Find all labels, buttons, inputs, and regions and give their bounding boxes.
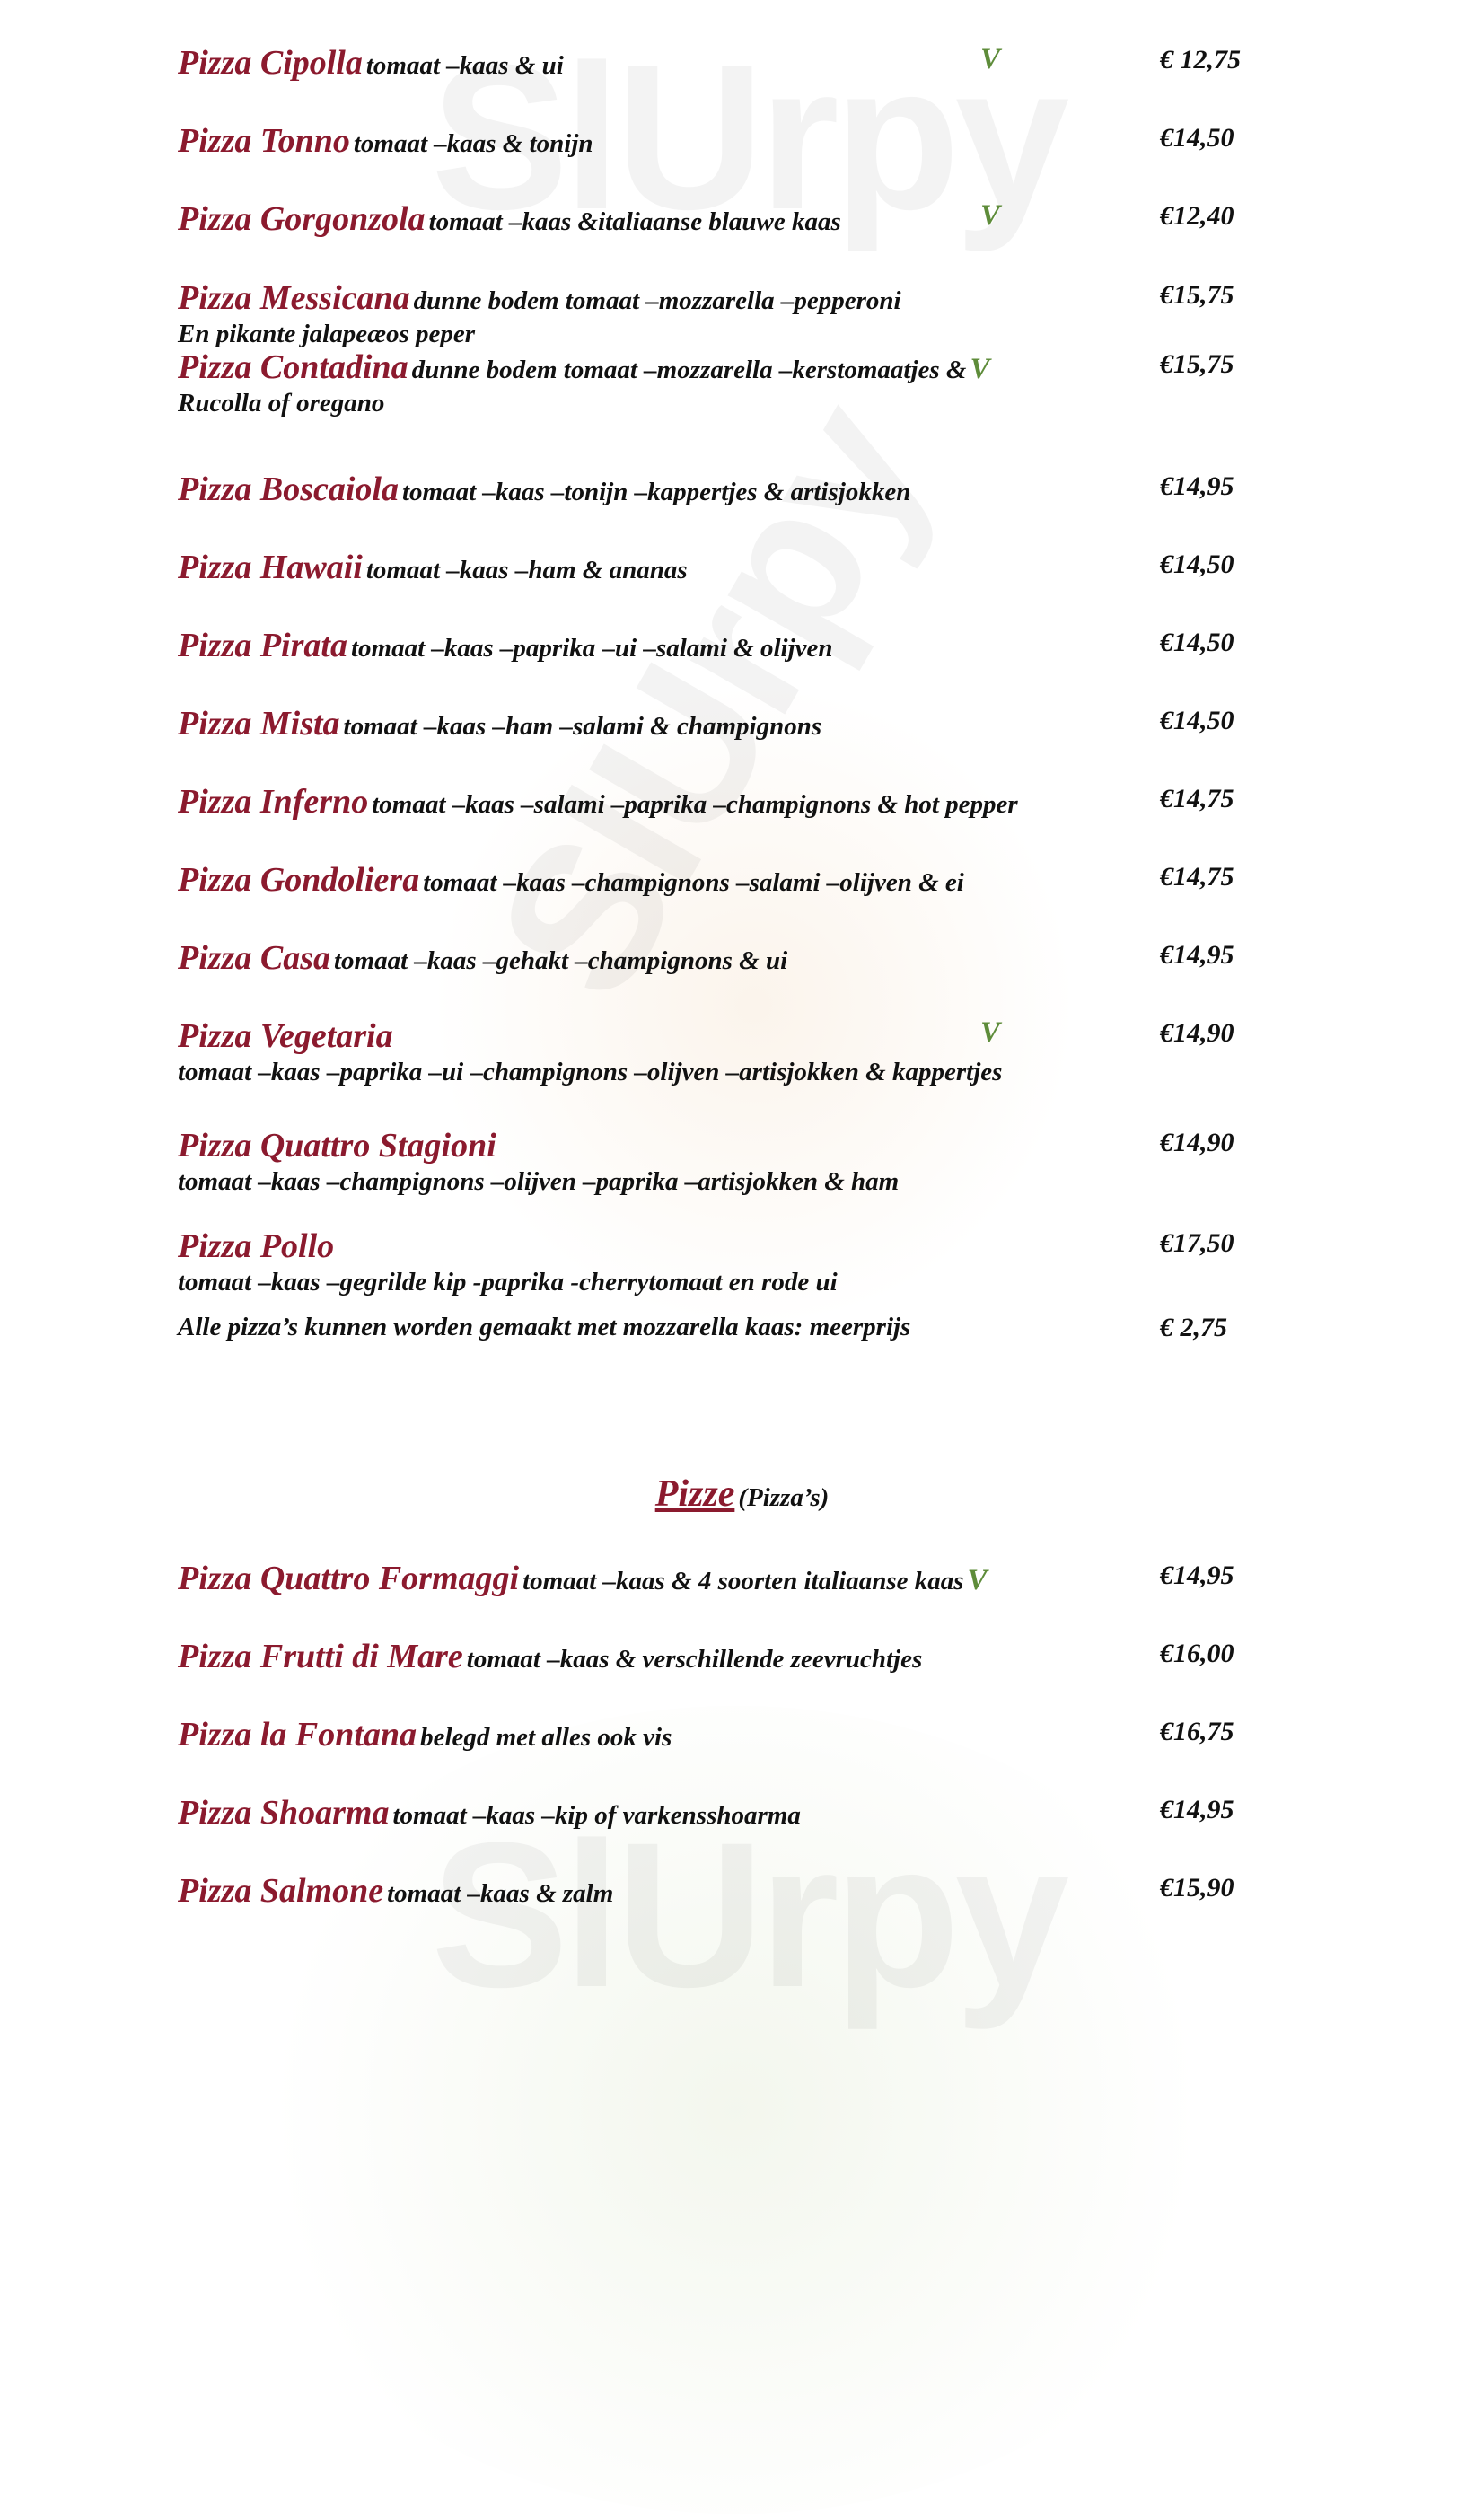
item-description: tomaat –kaas –ham –salami & champignons xyxy=(343,712,822,741)
section-subtitle: (Pizza’s) xyxy=(738,1483,830,1512)
vegetarian-mark: V xyxy=(967,1564,988,1596)
item-price: €15,75 xyxy=(1160,349,1234,379)
item-description: tomaat –kaas –champignons –salami –olijven & ei xyxy=(423,868,964,897)
menu-item xyxy=(178,1559,988,1598)
item-name: Pizza Salmone xyxy=(178,1872,384,1910)
menu-item xyxy=(178,860,964,900)
item-description-line2: tomaat –kaas –champignons –olijven –paprika –artisjokken & ham xyxy=(178,1167,900,1196)
item-description: tomaat –kaas &italiaanse blauwe kaas xyxy=(428,207,841,236)
vegetarian-mark: V xyxy=(980,43,1001,75)
item-description: belegd met alles ook vis xyxy=(420,1723,672,1752)
item-description: dunne bodem tomaat –mozzarella –kerstomaatjes & xyxy=(411,356,967,384)
item-description: tomaat –kaas –salami –paprika –champignons & hot pepper xyxy=(372,790,1018,819)
item-name: Pizza Contadina xyxy=(178,348,408,386)
item-description: tomaat –kaas & 4 soorten italiaanse kaas xyxy=(522,1567,964,1595)
item-name: Pizza la Fontana xyxy=(178,1716,417,1754)
item-name: Pizza Pollo xyxy=(178,1227,335,1265)
item-description-line2: En pikante jalapeæos peper xyxy=(178,320,476,348)
menu-item xyxy=(178,1126,899,1198)
item-name: Pizza Boscaiola xyxy=(178,470,399,508)
item-description: tomaat –kaas –ham & ananas xyxy=(365,556,688,585)
item-price: €14,50 xyxy=(1160,628,1234,657)
item-name: Pizza Pirata xyxy=(178,627,347,664)
item-name: Pizza Quattro Formaggi xyxy=(178,1560,520,1597)
menu-item xyxy=(178,626,833,665)
item-description-line2: tomaat –kaas –gegrilde kip -paprika -cherrytomaat en rode ui xyxy=(178,1268,838,1297)
item-price: €15,90 xyxy=(1160,1873,1234,1903)
menu-item xyxy=(178,43,564,83)
menu-item xyxy=(178,1226,838,1298)
menu-item xyxy=(178,121,593,161)
note-text: Alle pizza’s kunnen worden gemaakt met mozzarella kaas: meerprijs xyxy=(178,1313,911,1341)
item-price: €14,50 xyxy=(1160,706,1234,735)
menu-item xyxy=(178,548,688,587)
item-price: €14,95 xyxy=(1160,1795,1234,1824)
item-price: €15,75 xyxy=(1160,280,1234,310)
menu-item xyxy=(178,704,821,743)
item-price: €14,75 xyxy=(1160,862,1234,892)
item-price: €14,95 xyxy=(1160,940,1234,970)
vegetarian-mark: V xyxy=(980,199,1001,232)
item-name: Pizza Frutti di Mare xyxy=(178,1638,463,1675)
menu-item xyxy=(178,782,1018,822)
item-description: tomaat –kaas –kip of varkensshoarma xyxy=(392,1801,801,1830)
menu-item xyxy=(178,278,901,350)
item-price: €12,40 xyxy=(1160,201,1234,231)
item-description: tomaat –kaas –paprika –ui –salami & olijven xyxy=(350,634,833,663)
item-name: Pizza Inferno xyxy=(178,783,369,821)
menu-item xyxy=(178,1793,801,1833)
item-description: tomaat –kaas & tonijn xyxy=(353,129,593,158)
vegetarian-mark: V xyxy=(970,353,990,385)
menu-item xyxy=(178,938,787,978)
item-description: dunne bodem tomaat –mozzarella –pepperoni xyxy=(413,286,901,315)
menu-item xyxy=(178,1016,1002,1088)
vegetarian-mark: V xyxy=(980,1016,1001,1049)
item-price: €16,75 xyxy=(1160,1717,1234,1746)
item-description-line2: Rucolla of oregano xyxy=(178,389,385,418)
item-description-line2: tomaat –kaas –paprika –ui –champignons –olijven –artisjokken & kappertjes xyxy=(178,1058,1003,1086)
item-name: Pizza Cipolla xyxy=(178,44,363,82)
item-price: €17,50 xyxy=(1160,1228,1234,1258)
section-title: Pizze xyxy=(654,1473,735,1515)
item-name: Pizza Gondoliera xyxy=(178,861,420,899)
item-price: €14,90 xyxy=(1160,1128,1234,1157)
item-name: Pizza Casa xyxy=(178,939,330,977)
item-price: €14,95 xyxy=(1160,1560,1234,1590)
menu-item xyxy=(178,1637,922,1676)
item-description: tomaat –kaas & verschillende zeevruchtjes xyxy=(466,1645,923,1674)
menu-item xyxy=(178,1871,613,1911)
item-description: tomaat –kaas –tonijn –kappertjes & artisjokken xyxy=(401,478,911,506)
menu-item xyxy=(178,199,841,239)
item-price: € 12,75 xyxy=(1160,45,1241,75)
section-heading xyxy=(0,1472,1484,1516)
item-name: Pizza Tonno xyxy=(178,122,350,160)
item-price: €14,75 xyxy=(1160,784,1234,813)
menu-item xyxy=(178,1715,672,1754)
item-name: Pizza Shoarma xyxy=(178,1794,390,1832)
item-name: Pizza Vegetaria xyxy=(178,1017,393,1055)
item-name: Pizza Messicana xyxy=(178,279,410,317)
note-price: € 2,75 xyxy=(1160,1313,1227,1342)
item-name: Pizza Gorgonzola xyxy=(178,200,426,238)
item-description: tomaat –kaas & zalm xyxy=(387,1879,614,1908)
item-description: tomaat –kaas –gehakt –champignons & ui xyxy=(333,946,788,975)
item-price: €14,90 xyxy=(1160,1018,1234,1048)
item-name: Pizza Hawaii xyxy=(178,549,363,586)
item-price: €16,00 xyxy=(1160,1639,1234,1668)
mozzarella-note xyxy=(178,1313,910,1342)
item-name: Pizza Quattro Stagioni xyxy=(178,1127,496,1165)
item-price: €14,95 xyxy=(1160,471,1234,501)
item-name: Pizza Mista xyxy=(178,705,340,743)
item-description: tomaat –kaas & ui xyxy=(365,51,564,80)
menu-item xyxy=(178,470,910,509)
item-price: €14,50 xyxy=(1160,549,1234,579)
menu-item xyxy=(178,347,990,419)
item-price: €14,50 xyxy=(1160,123,1234,153)
